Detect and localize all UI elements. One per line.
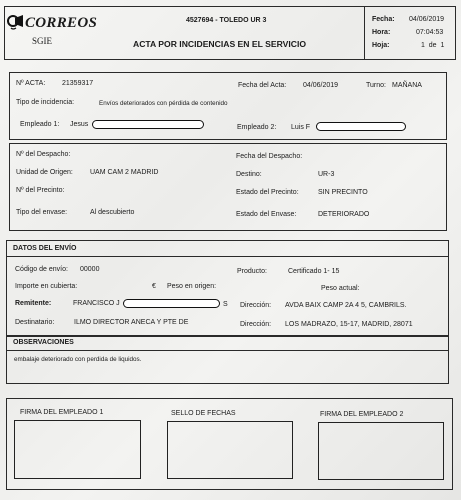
remitente-label: Remitente: [15, 300, 52, 307]
hora-value: 07:04:53 [416, 29, 444, 36]
observaciones-divider [6, 350, 449, 351]
tipo-incidencia-label: Tipo de incidencia: [16, 99, 75, 106]
producto-value: Certificado 1- 15 [288, 268, 340, 275]
acta-num-label: Nº ACTA: [16, 80, 46, 87]
sello-fechas-box[interactable] [167, 421, 293, 479]
document-id: 4527694 - TOLEDO UR 3 [186, 17, 267, 24]
direccion-remitente-value: AVDA BAIX CAMP 2A 4 5, CAMBRILS. [285, 302, 407, 309]
correos-horn-icon [6, 12, 24, 35]
codigo-envio-value: 00000 [80, 266, 100, 273]
tipo-envase-label: Tipo del envase: [16, 209, 68, 216]
document-title: ACTA POR INCIDENCIAS EN EL SERVICIO [133, 39, 307, 49]
redaction-remitente [123, 299, 220, 308]
destino-value: UR-3 [318, 171, 335, 178]
turno-value: MAÑANA [392, 82, 422, 89]
redaction-empleado1 [92, 120, 204, 129]
despacho-box [9, 143, 447, 231]
observaciones-text: embalaje deteriorado con perdida de liquidos. [14, 356, 142, 363]
peso-origen-label: Peso en origen: [167, 283, 217, 290]
fecha-despacho-label: Fecha del Despacho: [236, 153, 303, 160]
destinatario-label: Destinatario: [15, 319, 55, 326]
hoja-label: Hoja: [372, 42, 390, 49]
unidad-origen-label: Unidad de Origen: [16, 169, 73, 176]
estado-precinto-label: Estado del Precinto: [236, 189, 299, 196]
firma-empleado2-box[interactable] [318, 422, 444, 480]
firma-empleado2-label: FIRMA DEL EMPLEADO 2 [320, 411, 404, 418]
fecha-acta-label: Fecha del Acta: [238, 82, 287, 89]
redaction-empleado2 [316, 122, 406, 131]
num-precinto-label: Nº del Precinto: [16, 187, 65, 194]
direccion-remitente-label: Dirección: [240, 302, 272, 309]
destinatario-value: ILMO DIRECTOR ANECA Y PTE DE [74, 319, 189, 326]
empleado2-label: Empleado 2: [237, 124, 277, 131]
num-despacho-label: Nº del Despacho: [16, 151, 71, 158]
logo-text: CORREOS [25, 15, 98, 31]
estado-precinto-value: SIN PRECINTO [318, 189, 368, 196]
remitente-value: FRANCISCO J [73, 300, 120, 307]
sello-fechas-label: SELLO DE FECHAS [171, 410, 236, 417]
peso-actual-label: Peso actual: [321, 285, 360, 292]
importe-currency: € [152, 283, 156, 290]
fecha-value: 04/06/2019 [409, 16, 445, 23]
acta-num-value: 21359317 [62, 80, 94, 87]
destino-label: Destino: [236, 171, 262, 178]
envio-section-title: DATOS DEL ENVÍO [13, 245, 77, 252]
direccion-destinatario-value: LOS MADRAZO, 15-17, MADRID, 28071 [285, 321, 413, 328]
importe-label: Importe en cubierta: [15, 283, 78, 290]
sgie-label: SGIE [32, 36, 52, 46]
hora-label: Hora: [372, 29, 391, 36]
fecha-acta-value: 04/06/2019 [303, 82, 339, 89]
tipo-envase-value: Al descubierto [90, 209, 135, 216]
tipo-incidencia-value: Envíos deteriorados con pérdida de contenido [99, 100, 228, 107]
turno-label: Turno: [366, 82, 386, 89]
hoja-value: 1 de 1 [421, 42, 445, 49]
observaciones-title: OBSERVACIONES [13, 339, 74, 346]
remitente-suffix: S [223, 301, 228, 308]
unidad-origen-value: UAM CAM 2 MADRID [90, 169, 159, 176]
producto-label: Producto: [237, 268, 267, 275]
empleado2-value: Luis F [291, 124, 311, 131]
firma-empleado1-label: FIRMA DEL EMPLEADO 1 [20, 409, 104, 416]
estado-envase-value: DETERIORADO [318, 211, 370, 218]
empleado1-label: Empleado 1: [20, 121, 60, 128]
direccion-destinatario-label: Dirección: [240, 321, 272, 328]
fecha-label: Fecha: [372, 16, 395, 23]
firma-empleado1-box[interactable] [14, 420, 141, 479]
empleado1-value: Jesus [70, 121, 89, 128]
envio-title-divider [6, 256, 449, 257]
estado-envase-label: Estado del Envase: [236, 211, 297, 218]
codigo-envio-label: Código de envío: [15, 266, 68, 273]
